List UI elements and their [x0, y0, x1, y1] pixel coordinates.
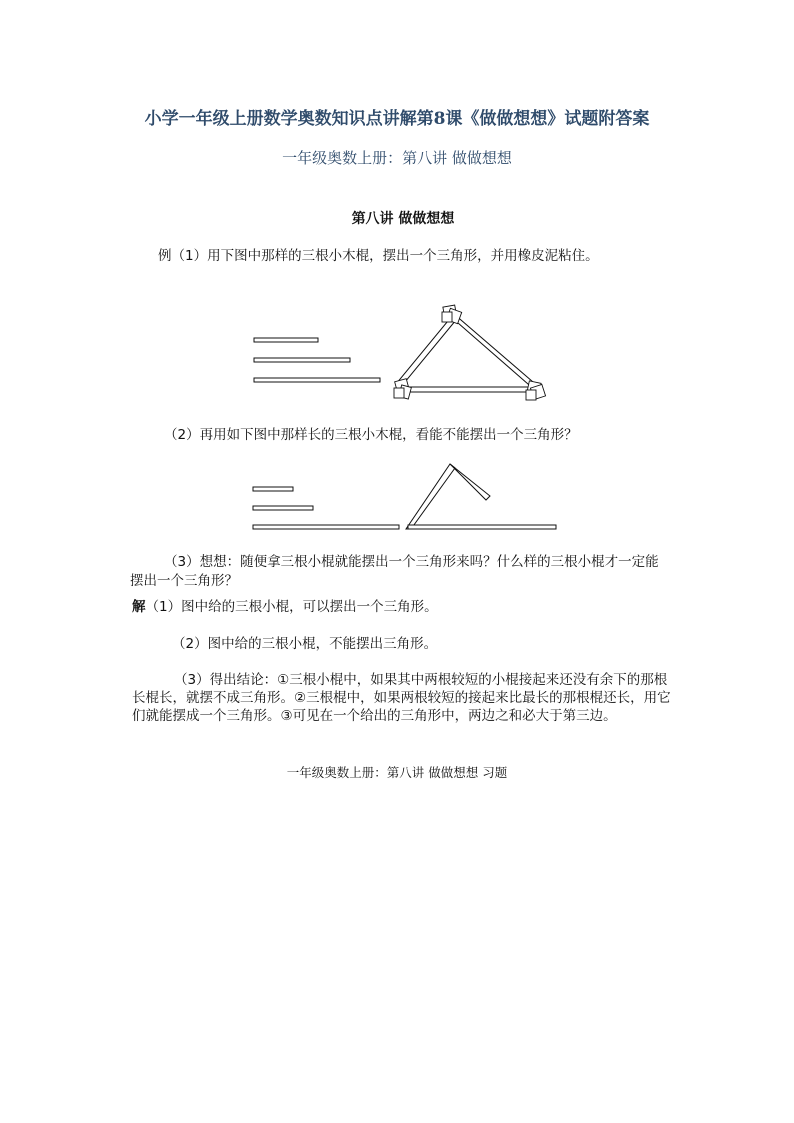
triangle-right-stick — [450, 314, 540, 391]
document-subtitle: 一年级奥数上册：第八讲 做做想想 — [282, 149, 512, 167]
example-2-text: （2）再用如下图中那样长的三根小木棍，看能不能摆出一个三角形？ — [164, 427, 578, 443]
short-stick — [254, 338, 318, 342]
answer-1-body: （1）图中给的三根小棍，可以摆出一个三角形。 — [145, 599, 438, 615]
clay-blob-right — [526, 381, 546, 400]
medium-stick — [254, 358, 350, 362]
document-title: 小学一年级上册数学奥数知识点讲解第8课《做做想想》试题附答案 — [144, 109, 650, 129]
answer-1-text — [132, 598, 662, 617]
clay-blob-top — [442, 305, 462, 324]
example-1-text: 例（1）用下图中那样的三根小木棍，摆出一个三角形，并用橡皮泥粘住。 — [158, 248, 599, 264]
triangle-left-stick — [396, 316, 456, 388]
base-stick — [408, 525, 556, 529]
figure-2-sticks-no-triangle — [250, 458, 560, 538]
medium-stick — [253, 506, 313, 510]
section-heading: 第八讲 做做想想 — [351, 211, 455, 227]
right-leaning-stick — [450, 464, 490, 500]
long-stick — [254, 378, 380, 382]
figure-1-sticks-and-triangle — [250, 300, 560, 410]
left-leaning-stick — [406, 464, 455, 529]
answer-3-text: （3）得出结论：①三根小棍中，如果其中两根较短的小棍接起来还没有余下的那根长棍长，就摆不成三角形。②三根棍中，如果两根较短的接起来比最长的那根棍还长，用它们就能摆成一个三角形。③可见在一个给出的三角形中，两边之和必大于第三边。 — [132, 672, 671, 724]
clay-blob-left — [394, 379, 411, 399]
triangle-base-stick — [400, 387, 536, 392]
answer-label: 解 — [132, 599, 146, 615]
example-3-text: （3）想想：随便拿三根小棍就能摆出一个三角形来吗？什么样的三根小棍才一定能摆出一个三角形？ — [130, 554, 659, 589]
exercise-heading: 一年级奥数上册：第八讲 做做想想 习题 — [286, 765, 508, 780]
long-stick — [253, 525, 399, 529]
answer-2-text: （2）图中给的三根小棍，不能摆出三角形。 — [172, 636, 438, 652]
short-stick — [253, 487, 293, 491]
